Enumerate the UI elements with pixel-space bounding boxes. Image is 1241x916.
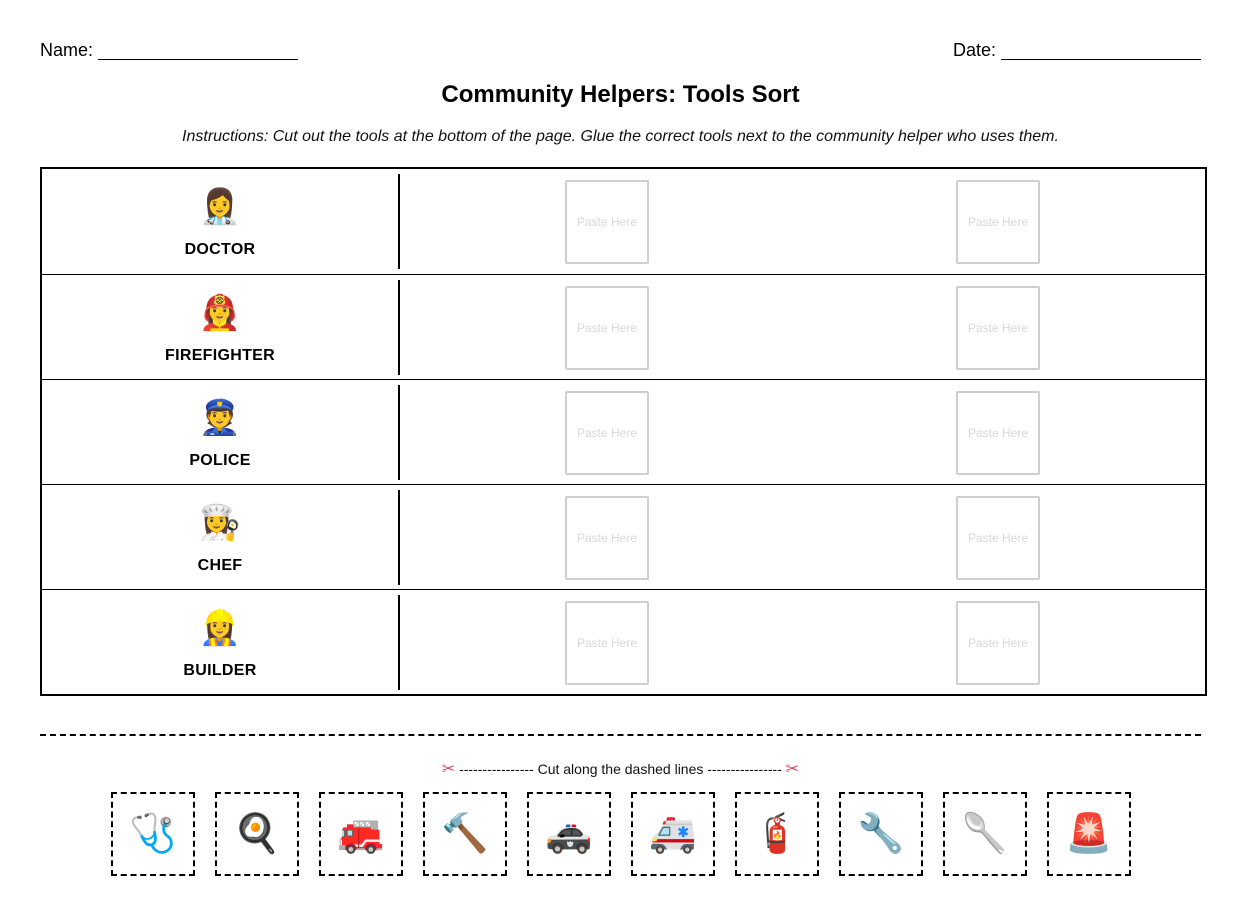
spoon-icon: 🥄 (961, 813, 1009, 855)
worksheet-title: Community Helpers: Tools Sort (441, 81, 800, 108)
paste-box[interactable]: Paste Here (956, 391, 1040, 475)
scissors-icon: ✂ (785, 761, 800, 778)
helper-cell (42, 275, 398, 380)
tool-card-police-car[interactable] (527, 792, 611, 876)
tool-card-siren-light[interactable] (1047, 792, 1131, 876)
date-field[interactable] (953, 40, 1201, 61)
fire-extinguisher-icon: 🧯 (753, 813, 801, 855)
paste-box[interactable]: Paste Here (565, 601, 649, 685)
hammer-icon: 🔨 (441, 813, 489, 855)
name-blank-line[interactable] (98, 59, 298, 60)
helper-label: POLICE (189, 452, 251, 469)
frying-pan-icon: 🍳 (233, 813, 281, 855)
ambulance-icon: 🚑 (649, 813, 697, 855)
paste-box[interactable]: Paste Here (956, 496, 1040, 580)
chef-icon: 👩‍🍳 (198, 504, 242, 542)
helper-label: FIREFIGHTER (165, 347, 275, 364)
column-divider (398, 174, 400, 269)
helper-row-doctor (42, 169, 1205, 274)
name-field[interactable] (40, 40, 298, 61)
tool-card-fire-engine[interactable] (319, 792, 403, 876)
sorting-table (40, 167, 1207, 696)
helper-row-builder (42, 589, 1205, 695)
column-divider (398, 280, 400, 375)
column-divider (398, 385, 400, 480)
paste-box[interactable]: Paste Here (565, 496, 649, 580)
tool-card-ambulance[interactable] (631, 792, 715, 876)
column-divider (398, 595, 400, 690)
tool-card-stethoscope[interactable] (111, 792, 195, 876)
tool-card-fire-extinguisher[interactable] (735, 792, 819, 876)
paste-box[interactable]: Paste Here (565, 391, 649, 475)
worksheet-instructions: Instructions: Cut out the tools at the bottom of the page. Glue the correct tools next to the community helper who uses them. (182, 128, 1059, 145)
wrench-icon: 🔧 (857, 813, 905, 855)
cut-instruction-text: ---------------- Cut along the dashed lines ---------------- (459, 761, 782, 777)
siren-light-icon: 🚨 (1065, 813, 1113, 855)
helper-row-chef (42, 484, 1205, 590)
helper-cell (42, 485, 398, 590)
helper-label: CHEF (197, 557, 243, 574)
helper-label: DOCTOR (184, 241, 256, 258)
builder-icon: 👷‍♀️ (198, 609, 242, 647)
helper-cell (42, 169, 398, 274)
date-label: Date: (953, 40, 997, 60)
tool-card-frying-pan[interactable] (215, 792, 299, 876)
helper-label: BUILDER (183, 662, 257, 679)
police-car-icon: 🚓 (545, 813, 593, 855)
paste-box[interactable]: Paste Here (565, 286, 649, 370)
helper-cell (42, 590, 398, 695)
cut-line-divider (40, 734, 1201, 736)
tool-card-hammer[interactable] (423, 792, 507, 876)
name-label: Name: (40, 40, 94, 60)
column-divider (398, 490, 400, 585)
fire-engine-icon: 🚒 (337, 813, 385, 855)
firefighter-icon: 👩‍🚒 (198, 294, 242, 332)
tool-card-wrench[interactable] (839, 792, 923, 876)
paste-box[interactable]: Paste Here (956, 601, 1040, 685)
helper-row-firefighter (42, 274, 1205, 380)
paste-box[interactable]: Paste Here (956, 286, 1040, 370)
scissors-icon: ✂ (441, 761, 456, 778)
paste-box[interactable]: Paste Here (956, 180, 1040, 264)
paste-box[interactable]: Paste Here (565, 180, 649, 264)
tool-card-spoon[interactable] (943, 792, 1027, 876)
doctor-icon: 👩‍⚕️ (198, 188, 242, 226)
cut-instruction (0, 759, 1241, 779)
police-officer-icon: 👮 (198, 399, 242, 437)
helper-cell (42, 380, 398, 485)
stethoscope-icon: 🩺 (129, 813, 177, 855)
date-blank-line[interactable] (1001, 59, 1201, 60)
helper-row-police (42, 379, 1205, 485)
